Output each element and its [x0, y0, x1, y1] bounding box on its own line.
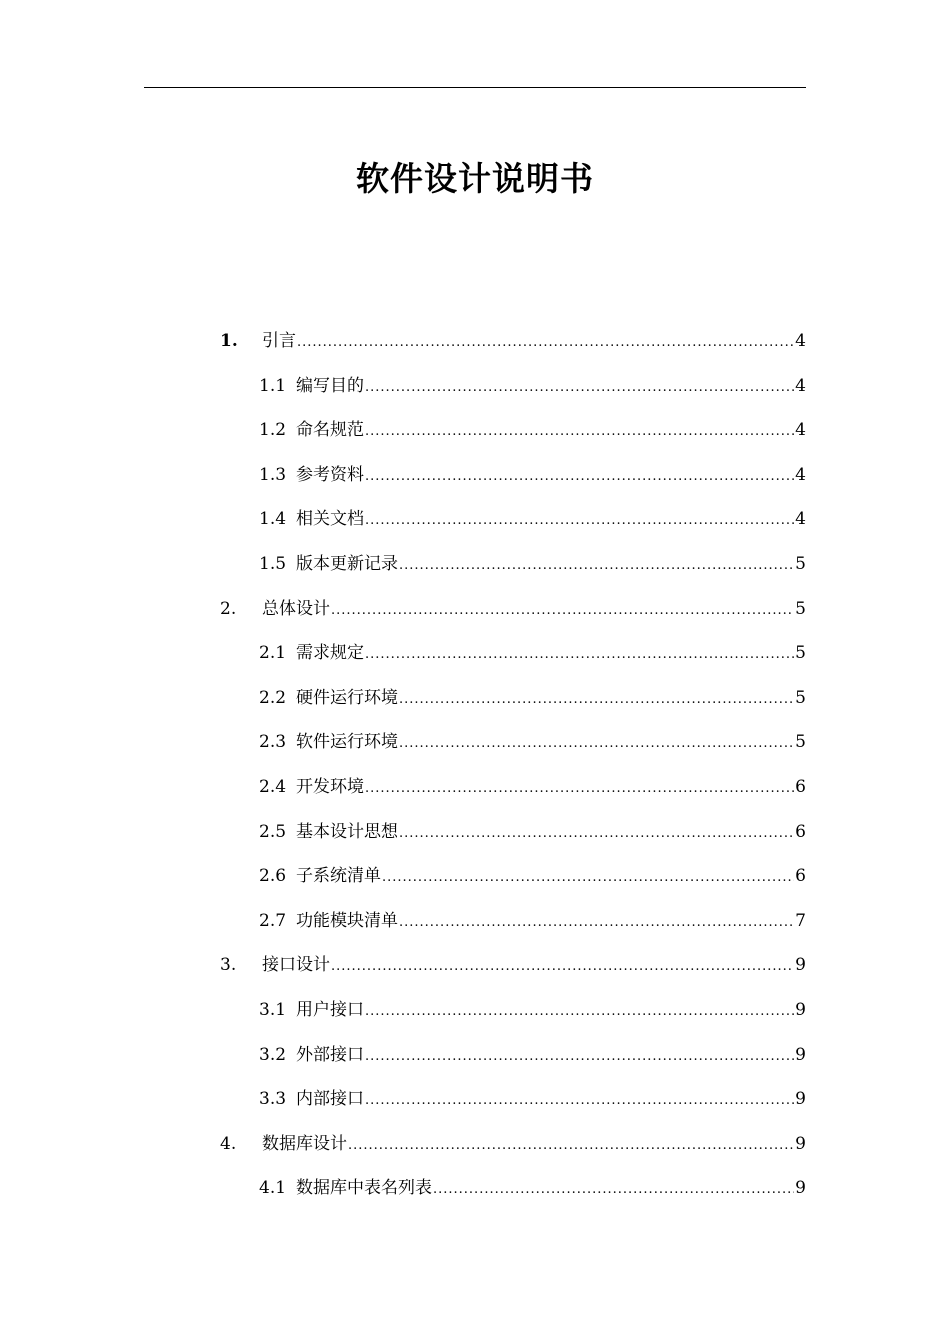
toc-entry-number: 4.: [220, 1133, 237, 1154]
toc-entry[interactable]: [259, 818, 806, 846]
toc-entry-title: 硬件运行环境: [296, 687, 398, 708]
toc-dot-leader: [399, 686, 794, 714]
toc-entry[interactable]: [220, 1130, 806, 1158]
toc-entry[interactable]: [259, 907, 806, 935]
toc-entry[interactable]: [259, 372, 806, 400]
toc-dot-leader: [365, 1043, 794, 1071]
toc-dot-leader: [399, 909, 794, 937]
toc-entry-page-number: 7: [795, 910, 806, 931]
toc-entry-title: 引言: [262, 331, 296, 351]
toc-dot-leader: [365, 1087, 794, 1115]
toc-dot-leader: [399, 730, 794, 758]
toc-entry-title: 数据库中表名列表: [296, 1178, 432, 1199]
toc-entry-number: 1.1: [259, 375, 287, 396]
toc-entry-number: 2.6: [259, 866, 287, 887]
toc-dot-leader: [382, 864, 794, 892]
toc-entry-page-number: 9: [795, 955, 806, 976]
toc-dot-leader: [365, 507, 794, 535]
toc-entry-number: 2.4: [259, 777, 287, 797]
toc-dot-leader: [365, 998, 794, 1026]
toc-dot-leader: [331, 953, 794, 981]
toc-entry-title: 总体设计: [262, 598, 330, 619]
toc-entry-title: 版本更新记录: [296, 554, 398, 574]
toc-entry-number: 1.: [220, 331, 238, 351]
toc-entry-number: 1.4: [259, 509, 287, 530]
toc-entry-number: 3.2: [259, 1044, 287, 1065]
document-title: 软件设计说明书: [356, 159, 594, 198]
toc-entry[interactable]: [259, 1174, 806, 1202]
toc-entry-number: 3.: [220, 955, 237, 976]
toc-entry-page-number: 4: [795, 464, 806, 485]
toc-entry-number: 2.3: [259, 732, 287, 753]
toc-entry-title: 基本设计思想: [296, 821, 398, 842]
toc-dot-leader: [331, 597, 794, 625]
toc-entry[interactable]: [259, 1041, 806, 1069]
toc-entry-page-number: 5: [795, 643, 806, 664]
toc-entry-page-number: 9: [795, 1044, 806, 1065]
toc-entry-page-number: 6: [795, 866, 806, 887]
toc-entry-page-number: 4: [795, 420, 806, 441]
toc-dot-leader: [433, 1176, 794, 1204]
toc-entry-page-number: 6: [795, 777, 806, 797]
toc-entry[interactable]: [220, 327, 806, 355]
toc-entry[interactable]: [259, 1085, 806, 1113]
toc-entry[interactable]: [259, 505, 806, 533]
toc-entry[interactable]: [220, 951, 806, 979]
toc-dot-leader: [297, 329, 794, 357]
toc-entry-number: 1.2: [259, 420, 287, 441]
toc-entry[interactable]: [259, 416, 806, 444]
toc-entry-title: 相关文档: [296, 509, 364, 530]
toc-entry-title: 编写目的: [296, 375, 364, 396]
toc-entry-number: 4.1: [259, 1178, 287, 1199]
toc-entry[interactable]: [259, 461, 806, 489]
toc-entry-page-number: 4: [795, 375, 806, 396]
toc-entry[interactable]: [259, 639, 806, 667]
toc-dot-leader: [365, 463, 794, 491]
toc-dot-leader: [365, 418, 794, 446]
toc-entry-number: 2.: [220, 598, 237, 619]
toc-dot-leader: [365, 374, 794, 402]
toc-entry-title: 接口设计: [262, 955, 330, 976]
toc-entry-number: 2.1: [259, 643, 287, 664]
toc-entry-number: 2.7: [259, 910, 287, 931]
toc-entry-page-number: 4: [795, 331, 806, 351]
toc-dot-leader: [399, 820, 794, 848]
header-rule: [144, 87, 806, 88]
toc-entry-page-number: 9: [795, 1133, 806, 1154]
toc-entry-number: 3.1: [259, 1000, 287, 1020]
toc-entry-number: 3.3: [259, 1089, 287, 1110]
toc-entry[interactable]: [259, 773, 806, 801]
toc-dot-leader: [365, 641, 794, 669]
toc-dot-leader: [348, 1132, 794, 1160]
toc-entry-page-number: 9: [795, 1089, 806, 1110]
toc-entry-page-number: 9: [795, 1000, 806, 1020]
toc-entry-title: 软件运行环境: [296, 732, 398, 753]
toc-entry-title: 开发环境: [296, 777, 364, 797]
toc-entry-title: 内部接口: [296, 1089, 364, 1110]
toc-entry-page-number: 5: [795, 554, 806, 574]
toc-entry[interactable]: [259, 862, 806, 890]
toc-entry[interactable]: [259, 550, 806, 578]
toc-entry-page-number: 5: [795, 687, 806, 708]
toc-entry-title: 外部接口: [296, 1044, 364, 1065]
toc-entry[interactable]: [259, 684, 806, 712]
toc-entry-title: 子系统清单: [296, 866, 381, 887]
toc-entry-page-number: 6: [795, 821, 806, 842]
toc-entry-title: 命名规范: [296, 420, 364, 441]
toc-entry-title: 数据库设计: [262, 1133, 347, 1154]
toc-entry-number: 1.3: [259, 464, 287, 485]
toc-dot-leader: [399, 552, 794, 580]
toc-dot-leader: [365, 775, 794, 803]
toc-entry-number: 1.5: [259, 554, 287, 574]
toc-entry[interactable]: [259, 728, 806, 756]
toc-entry-page-number: 4: [795, 509, 806, 530]
toc-entry-title: 需求规定: [296, 643, 364, 664]
toc-entry-page-number: 9: [795, 1178, 806, 1199]
toc-entry-title: 功能模块清单: [296, 910, 398, 931]
toc-entry-title: 参考资料: [296, 464, 364, 485]
toc-entry-number: 2.5: [259, 821, 287, 842]
toc-entry-number: 2.2: [259, 687, 287, 708]
toc-entry-title: 用户接口: [296, 1000, 364, 1020]
toc-entry-page-number: 5: [795, 598, 806, 619]
toc-entry-page-number: 5: [795, 732, 806, 753]
toc-entry[interactable]: [259, 996, 806, 1024]
toc-entry[interactable]: [220, 595, 806, 623]
